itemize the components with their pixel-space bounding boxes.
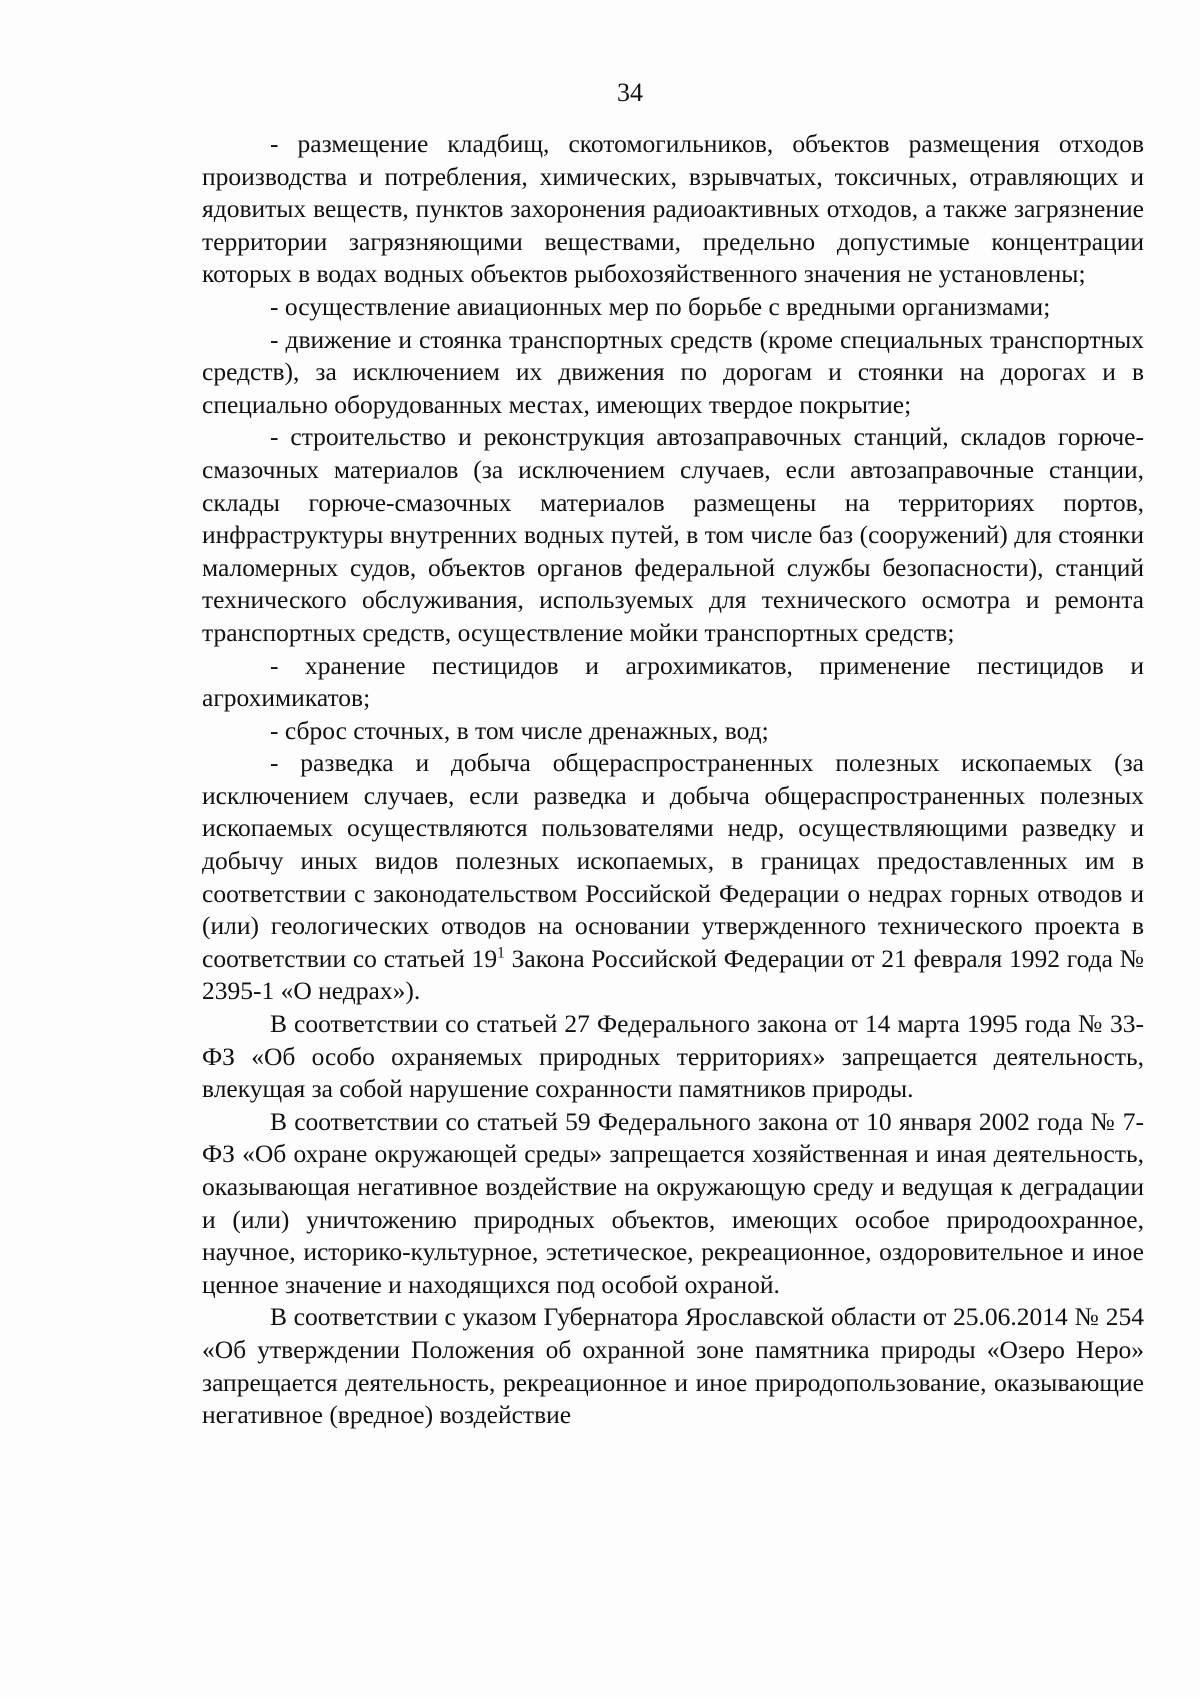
- paragraph-vehicle-traffic: - движение и стоянка транспортных средств (кроме специальных транспортных средств), за исключением их движения по дорогам и стоянки на дорогах и в специально оборудованных местах, имеющих твердое покрытие;: [202, 324, 1144, 419]
- page-number: 34: [617, 78, 643, 107]
- document-body: [202, 128, 1144, 1432]
- paragraph-wastewater: - сброс сточных, в том числе дренажных, вод;: [270, 715, 769, 745]
- mineral-extraction-text-end: Закона Российской Федерации от 21 февраля 1992 года № 2395-1 «О недрах»).: [202, 943, 1144, 1006]
- paragraph-mineral-extraction: [202, 747, 1144, 1008]
- paragraph-aviation-measures: - осуществление авиационных мер по борьбе с вредными организмами;: [270, 291, 1051, 321]
- paragraph-governor-decree: В соответствии с указом Губернатора Ярославской области от 25.06.2014 № 254 «Об утверждении Положения об охранной зоне памятника природы «Озеро Неро» запрещается деятельность, рекреационное и иное природопользование, оказывающие негативное (вредное) воздействие: [202, 1302, 1144, 1430]
- paragraph-fuel-stations: - строительство и реконструкция автозаправочных станций, складов горюче-смазочных материалов (за исключением случаев, если автозаправочные станции, склады горюче-смазочных материалов размещены на территориях портов, инфраструктуры внутренних водных путей, в том числе баз (сооружений) для стоянки маломерных судов, объектов органов федеральной службы безопасности), станций технического обслуживания, используемых для технического осмотра и ремонта транспортных средств, осуществление мойки транспортных средств;: [202, 422, 1144, 647]
- paragraph-environment-protection: В соответствии со статьей 59 Федерального закона от 10 января 2002 года № 7-ФЗ «Об охране окружающей среды» запрещается хозяйственная и иная деятельность, оказывающая негативное воздействие на окружающую среду и ведущая к деградации и (или) уничтожению природных объектов, имеющих особое природоохранное, научное, историко-культурное, эстетическое, рекреационное, оздоровительное и иное ценное значение и находящихся под особой охраной.: [202, 1106, 1144, 1299]
- mineral-extraction-text: - разведка и добыча общераспространенных полезных ископаемых (за исключением случаев, если разведка и добыча общераспространенных полезных ископаемых осуществляются пользователями недр, осуществляющими разведку и добычу иных видов полезных ископаемых, в границах предоставленных им в соответствии с законодательством Российской Федерации о недрах горных отводов и (или) геологических отводов на основании утвержденного технического проекта в соответствии со статьей 19: [202, 748, 1144, 973]
- paragraph-pesticides: - хранение пестицидов и агрохимикатов, применение пестицидов и агрохимикатов;: [202, 650, 1144, 713]
- paragraph-protected-territories: В соответствии со статьей 27 Федерального закона от 14 марта 1995 года № 33-ФЗ «Об особо охраняемых природных территориях» запрещается деятельность, влекущая за собой нарушение сохранности памятников природы.: [202, 1009, 1144, 1104]
- article-superscript: 1: [497, 944, 505, 962]
- paragraph-burial-waste: - размещение кладбищ, скотомогильников, объектов размещения отходов производства и потребления, химических, взрывчатых, токсичных, отравляющих и ядовитых веществ, пунктов захоронения радиоактивных отходов, а также загрязнение территории загрязняющими веществами, предельно допустимые концентрации которых в водах водных объектов рыбохозяйственного значения не установлены;: [202, 129, 1144, 289]
